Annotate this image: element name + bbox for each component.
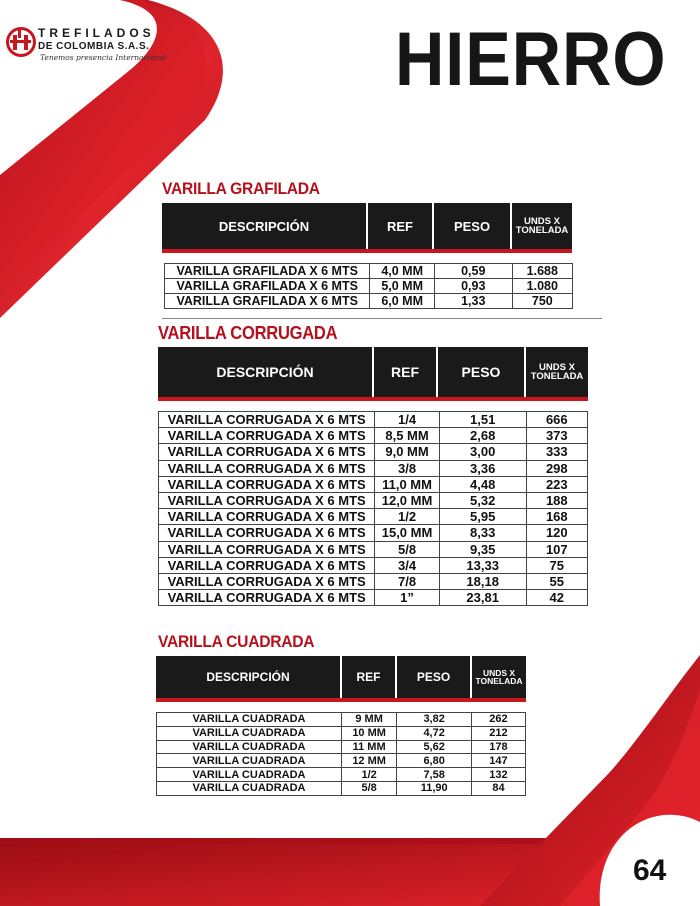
col-ref: REF: [374, 347, 438, 397]
section-title-grafilada: VARILLA GRAFILADA: [162, 179, 320, 198]
logo-tagline: Tenemos presencia Internacional: [40, 53, 167, 62]
cell-peso: 5,62: [397, 740, 472, 754]
cell-ref: 11 MM: [341, 740, 396, 754]
table-row: [159, 460, 588, 476]
cell-desc: VARILLA CUADRADA: [157, 740, 342, 754]
divider: [162, 318, 602, 319]
cell-peso: 9,35: [439, 541, 526, 557]
cell-ref: 15,0 MM: [375, 525, 439, 541]
cell-unds: 107: [526, 541, 587, 557]
col-ref: REF: [342, 656, 397, 698]
col-peso: PESO: [438, 347, 526, 397]
table-row: [165, 279, 573, 294]
cell-desc: VARILLA CORRUGADA X 6 MTS: [159, 460, 375, 476]
cell-ref: 3/8: [375, 460, 439, 476]
cell-unds: 132: [471, 768, 525, 782]
table-row: [159, 541, 588, 557]
cell-desc: VARILLA CORRUGADA X 6 MTS: [159, 573, 375, 589]
cell-unds: 750: [512, 294, 572, 309]
cell-unds: 188: [526, 492, 587, 508]
col-unds: UNDS X TONELADA: [475, 667, 523, 686]
table-cuadrada: [156, 712, 526, 796]
table-row: [159, 509, 588, 525]
cell-desc: VARILLA CORRUGADA X 6 MTS: [159, 476, 375, 492]
cell-ref: 3/4: [375, 557, 439, 573]
cell-peso: 1,51: [439, 412, 526, 428]
col-ref: REF: [368, 203, 434, 249]
table-row: [157, 740, 526, 754]
cell-peso: 4,72: [397, 726, 472, 740]
cell-peso: 3,00: [439, 444, 526, 460]
cell-ref: 4,0 MM: [370, 264, 434, 279]
table-header-cuadrada: [156, 656, 526, 702]
cell-unds: 147: [471, 754, 525, 768]
table-row: [157, 781, 526, 795]
cell-ref: 5/8: [341, 781, 396, 795]
cell-peso: 6,80: [397, 754, 472, 768]
cell-peso: 23,81: [439, 590, 526, 606]
cell-desc: VARILLA CUADRADA: [157, 768, 342, 782]
cell-desc: VARILLA GRAFILADA X 6 MTS: [165, 279, 370, 294]
table-row: [157, 726, 526, 740]
table-row: [159, 525, 588, 541]
table-row: [157, 768, 526, 782]
table-corrugada: [158, 411, 588, 606]
cell-unds: 42: [526, 590, 587, 606]
cell-unds: 168: [526, 509, 587, 525]
col-descripcion: DESCRIPCIÓN: [162, 203, 368, 249]
table-row: [159, 492, 588, 508]
cell-ref: 9,0 MM: [375, 444, 439, 460]
cell-unds: 120: [526, 525, 587, 541]
cell-peso: 0,93: [434, 279, 512, 294]
table-row: [159, 557, 588, 573]
cell-desc: VARILLA CUADRADA: [157, 754, 342, 768]
cell-peso: 13,33: [439, 557, 526, 573]
cell-unds: 212: [471, 726, 525, 740]
cell-peso: 5,32: [439, 492, 526, 508]
cell-desc: VARILLA CUADRADA: [157, 726, 342, 740]
cell-peso: 1,33: [434, 294, 512, 309]
cell-ref: 1/4: [375, 412, 439, 428]
cell-ref: 10 MM: [341, 726, 396, 740]
cell-desc: VARILLA CORRUGADA X 6 MTS: [159, 590, 375, 606]
cell-unds: 666: [526, 412, 587, 428]
page-number: 64: [633, 854, 667, 887]
cell-peso: 2,68: [439, 428, 526, 444]
cell-peso: 0,59: [434, 264, 512, 279]
cell-ref: 12 MM: [341, 754, 396, 768]
cell-unds: 1.080: [512, 279, 572, 294]
col-descripcion: DESCRIPCIÓN: [156, 656, 342, 698]
table-header-grafilada: [162, 203, 572, 253]
cell-desc: VARILLA CORRUGADA X 6 MTS: [159, 509, 375, 525]
cell-desc: VARILLA CORRUGADA X 6 MTS: [159, 492, 375, 508]
cell-unds: 373: [526, 428, 587, 444]
cell-ref: 1”: [375, 590, 439, 606]
cell-peso: 3,36: [439, 460, 526, 476]
cell-ref: 1/2: [341, 768, 396, 782]
cell-ref: 5,0 MM: [370, 279, 434, 294]
cell-ref: 7/8: [375, 573, 439, 589]
cell-desc: VARILLA CUADRADA: [157, 713, 342, 727]
cell-ref: 11,0 MM: [375, 476, 439, 492]
cell-desc: VARILLA GRAFILADA X 6 MTS: [165, 264, 370, 279]
cell-peso: 7,58: [397, 768, 472, 782]
table-row: [159, 428, 588, 444]
cell-ref: 8,5 MM: [375, 428, 439, 444]
cell-ref: 9 MM: [341, 713, 396, 727]
cell-desc: VARILLA GRAFILADA X 6 MTS: [165, 294, 370, 309]
cell-desc: VARILLA CORRUGADA X 6 MTS: [159, 428, 375, 444]
cell-ref: 12,0 MM: [375, 492, 439, 508]
table-row: [159, 444, 588, 460]
cell-desc: VARILLA CORRUGADA X 6 MTS: [159, 525, 375, 541]
cell-ref: 6,0 MM: [370, 294, 434, 309]
cell-desc: VARILLA CORRUGADA X 6 MTS: [159, 412, 375, 428]
section-title-cuadrada: VARILLA CUADRADA: [158, 632, 315, 651]
col-peso: PESO: [434, 203, 512, 249]
table-header-corrugada: [158, 347, 588, 401]
cell-unds: 262: [471, 713, 525, 727]
col-descripcion: DESCRIPCIÓN: [158, 347, 374, 397]
cell-unds: 298: [526, 460, 587, 476]
cell-ref: 5/8: [375, 541, 439, 557]
cell-peso: 11,90: [397, 781, 472, 795]
cell-peso: 5,95: [439, 509, 526, 525]
col-unds: UNDS X TONELADA: [515, 215, 569, 236]
cell-unds: 55: [526, 573, 587, 589]
table-grafilada: [164, 263, 573, 309]
cell-desc: VARILLA CORRUGADA X 6 MTS: [159, 541, 375, 557]
cell-unds: 84: [471, 781, 525, 795]
cell-desc: VARILLA CORRUGADA X 6 MTS: [159, 444, 375, 460]
cell-unds: 178: [471, 740, 525, 754]
cell-unds: 223: [526, 476, 587, 492]
table-row: [159, 476, 588, 492]
table-row: [165, 264, 573, 279]
page-title: HIERRO: [395, 17, 667, 102]
cell-desc: VARILLA CORRUGADA X 6 MTS: [159, 557, 375, 573]
cell-peso: 3,82: [397, 713, 472, 727]
cell-desc: VARILLA CUADRADA: [157, 781, 342, 795]
table-row: [157, 754, 526, 768]
table-row: [159, 412, 588, 428]
table-row: [157, 713, 526, 727]
cell-peso: 4,48: [439, 476, 526, 492]
section-title-corrugada: VARILLA CORRUGADA: [158, 323, 338, 343]
table-row: [159, 573, 588, 589]
cell-unds: 333: [526, 444, 587, 460]
table-row: [159, 590, 588, 606]
cell-unds: 75: [526, 557, 587, 573]
logo-name: TREFILADOS: [38, 26, 155, 40]
logo-subname: DE COLOMBIA S.A.S.: [38, 41, 150, 52]
table-row: [165, 294, 573, 309]
cell-unds: 1.688: [512, 264, 572, 279]
col-peso: PESO: [397, 656, 472, 698]
col-unds: UNDS X TONELADA: [530, 361, 584, 382]
cell-ref: 1/2: [375, 509, 439, 525]
cell-peso: 8,33: [439, 525, 526, 541]
cell-peso: 18,18: [439, 573, 526, 589]
